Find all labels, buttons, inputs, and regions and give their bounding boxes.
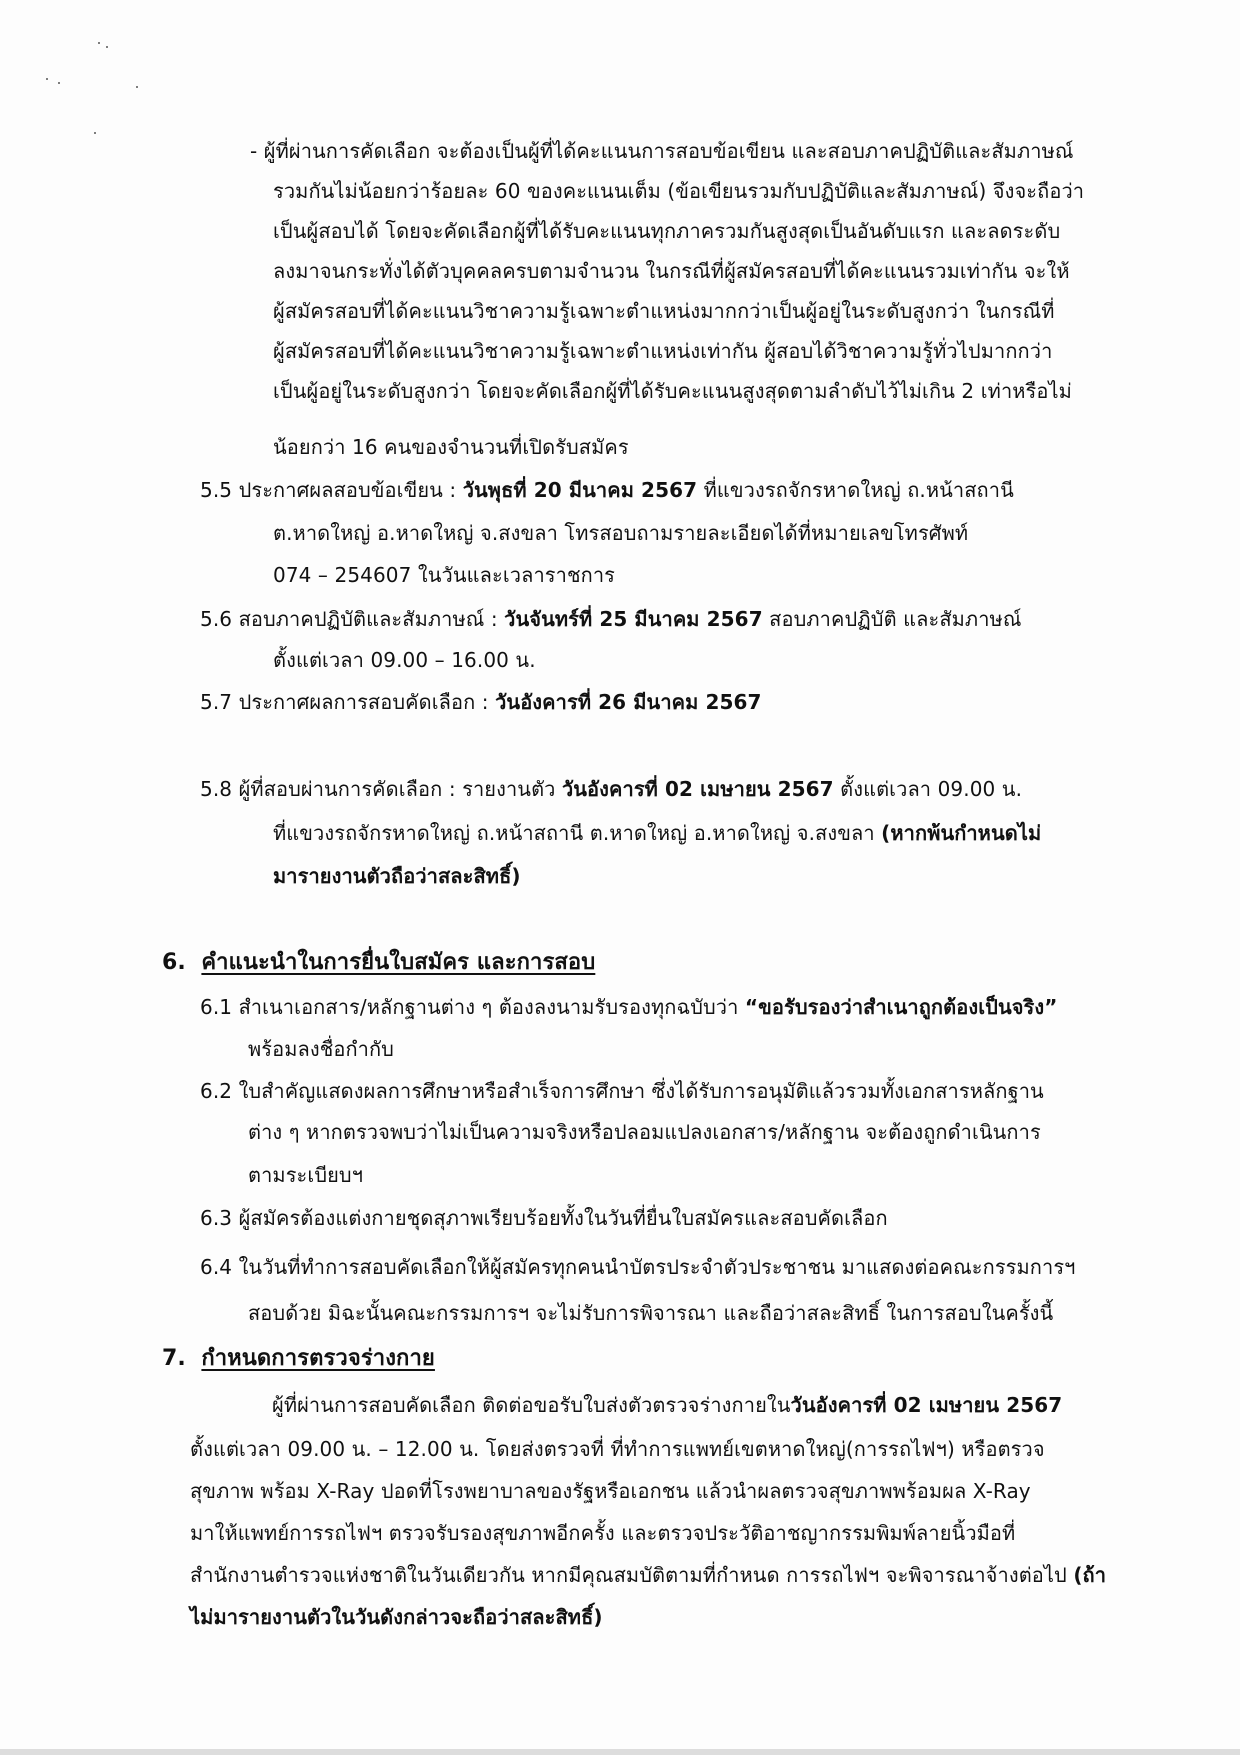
- item-5-5-date: วันพุธที่ 20 มีนาคม 2567: [462, 478, 698, 502]
- item-5-8-line-2: [273, 818, 1041, 848]
- intro-line-1: - ผู้ที่ผ่านการคัดเลือก จะต้องเป็นผู้ที่ได้คะแนนการสอบข้อเขียน และสอบภาคปฏิบัติและสัมภาษณ์: [250, 139, 1074, 163]
- item-5-5-line-3: 074 – 254607 ในวันและเวลาราชการ: [273, 563, 616, 587]
- section-7-text: ผู้ที่ผ่านการสอบคัดเลือก ติดต่อขอรับใบส่งตัวตรวจร่างกายใน: [272, 1393, 791, 1417]
- intro-line-7: เป็นผู้อยู่ในระดับสูงกว่า โดยจะคัดเลือกผู้ที่ได้รับคะแนนสูงสุดตามลำดับไว้ไม่เกิน 2 เท่าหรือไม่: [273, 379, 1072, 403]
- item-5-6-date: วันจันทร์ที่ 25 มีนาคม 2567: [504, 607, 763, 631]
- intro-line-2: รวมกันไม่น้อยกว่าร้อยละ 60 ของคะแนนเต็ม (ข้อเขียนรวมกับปฏิบัติและสัมภาษณ์) จึงจะถือว่า: [273, 179, 1085, 203]
- item-6-2-line-3: ตามระเบียบฯ: [248, 1163, 364, 1187]
- item-5-8-date: วันอังคารที่ 02 เมษายน 2567: [561, 777, 834, 801]
- section-7-line-4: มาให้แพทย์การรถไฟฯ ตรวจรับรองสุขภาพอีกครั้ง และตรวจประวัติอาชญากรรมพิมพ์ลายนิ้วมือที่: [190, 1521, 1016, 1545]
- item-6-3: 6.3 ผู้สมัครต้องแต่งกายชุดสุภาพเรียบร้อยทั้งในวันที่ยื่นใบสมัครและสอบคัดเลือก: [200, 1206, 888, 1230]
- item-5-8-line-3: มารายงานตัวถือว่าสละสิทธิ์): [273, 864, 521, 888]
- item-6-1-text: 6.1 สำเนาเอกสาร/หลักฐานต่าง ๆ ต้องลงนามรับรองทุกฉบับว่า: [200, 995, 745, 1019]
- intro-line-4: ลงมาจนกระทั่งได้ตัวบุคคลครบตามจำนวน ในกรณีที่ผู้สมัครสอบที่ได้คะแนนรวมเท่ากัน จะให้: [273, 259, 1070, 283]
- item-5-5: [200, 475, 1014, 505]
- section-7-line-5: [190, 1560, 1106, 1590]
- section-7-number: 7.: [162, 1346, 186, 1371]
- item-6-1-line-2: พร้อมลงชื่อกำกับ: [248, 1037, 394, 1061]
- item-5-6-label: 5.6 สอบภาคปฏิบัติและสัมภาษณ์ :: [200, 607, 505, 631]
- item-5-8-label: 5.8 ผู้ที่สอบผ่านการคัดเลือก : รายงานตัว: [200, 777, 562, 801]
- intro-line-6: ผู้สมัครสอบที่ได้คะแนนวิชาความรู้เฉพาะตำแหน่งเท่ากัน ผู้สอบได้วิชาความรู้ทั่วไปมากกว่า: [273, 339, 1053, 363]
- item-5-5-line-2: ต.หาดใหญ่ อ.หาดใหญ่ จ.สงขลา โทรสอบถามรายละเอียดได้ที่หมายเลขโทรศัพท์: [273, 521, 969, 545]
- item-5-8-warning: (หากพ้นกำหนดไม่: [881, 821, 1042, 845]
- item-5-5-label: 5.5 ประกาศผลสอบข้อเขียน :: [200, 478, 463, 502]
- item-6-4-line-1: 6.4 ในวันที่ทำการสอบคัดเลือกให้ผู้สมัครทุกคนนำบัตรประจำตัวประชาชน มาแสดงต่อคณะกรรมการฯ: [200, 1255, 1076, 1279]
- item-5-5-place: ที่แขวงรถจักรหาดใหญ่ ถ.หน้าสถานี: [697, 478, 1014, 502]
- section-7-line-2: ตั้งแต่เวลา 09.00 น. – 12.00 น. โดยส่งตรวจที่ ที่ทำการแพทย์เขตหาดใหญ่(การรถไฟฯ) หรือตรวจ: [190, 1437, 1045, 1461]
- item-5-8: [200, 774, 1022, 804]
- intro-line-5: ผู้สมัครสอบที่ได้คะแนนวิชาความรู้เฉพาะตำแหน่งมากกว่าเป็นผู้อยู่ในระดับสูงกว่า ในกรณีที่: [273, 299, 1055, 323]
- item-5-6-detail: สอบภาคปฏิบัติ และสัมภาษณ์: [762, 607, 1022, 631]
- section-7-line-5-warning: (ถ้า: [1073, 1563, 1107, 1587]
- item-5-6-line-2: ตั้งแต่เวลา 09.00 – 16.00 น.: [273, 648, 536, 672]
- section-7-heading: [162, 1344, 435, 1374]
- item-5-8-time: ตั้งแต่เวลา 09.00 น.: [833, 777, 1023, 801]
- section-7-line-6: ไม่มารายงานตัวในวันดังกล่าวจะถือว่าสละสิทธิ์): [190, 1605, 603, 1629]
- scan-bottom-edge: [0, 1749, 1240, 1755]
- section-6-number: 6.: [162, 950, 186, 975]
- section-7-line-1: [272, 1390, 1062, 1420]
- section-6-title: คำแนะนำในการยื่นใบสมัคร และการสอบ: [201, 950, 596, 975]
- item-6-2-line-1: 6.2 ใบสำคัญแสดงผลการศึกษาหรือสำเร็จการศึกษา ซึ่งได้รับการอนุมัติแล้วรวมทั้งเอกสารหลักฐาน: [200, 1079, 1044, 1103]
- item-6-1: [200, 992, 1058, 1022]
- item-5-6: [200, 604, 1021, 634]
- section-7-line-5-text: สำนักงานตำรวจแห่งชาติในวันเดียวกัน หากมีคุณสมบัติตามที่กำหนด การรถไฟฯ จะพิจารณาจ้างต่อไป: [190, 1563, 1074, 1587]
- item-5-7-label: 5.7 ประกาศผลการสอบคัดเลือก :: [200, 690, 496, 714]
- section-7-title: กำหนดการตรวจร่างกาย: [201, 1346, 435, 1371]
- intro-line-8: น้อยกว่า 16 คนของจำนวนที่เปิดรับสมัคร: [273, 435, 629, 459]
- intro-line-3: เป็นผู้สอบได้ โดยจะคัดเลือกผู้ที่ได้รับคะแนนทุกภาครวมกันสูงสุดเป็นอันดับแรก และลดระดับ: [273, 219, 1061, 243]
- section-7-line-3: สุขภาพ พร้อม X-Ray ปอดที่โรงพยาบาลของรัฐหรือเอกชน แล้วนำผลตรวจสุขภาพพร้อมผล X-Ray: [190, 1479, 1031, 1503]
- section-6-heading: [162, 948, 595, 978]
- item-6-4-line-2: สอบด้วย มิฉะนั้นคณะกรรมการฯ จะไม่รับการพิจารณา และถือว่าสละสิทธิ์ ในการสอบในครั้งนี้: [248, 1301, 1054, 1325]
- item-6-2-line-2: ต่าง ๆ หากตรวจพบว่าไม่เป็นความจริงหรือปลอมแปลงเอกสาร/หลักฐาน จะต้องถูกดำเนินการ: [248, 1120, 1041, 1144]
- section-7-date: วันอังคารที่ 02 เมษายน 2567: [790, 1393, 1063, 1417]
- item-5-8-place: ที่แขวงรถจักรหาดใหญ่ ถ.หน้าสถานี ต.หาดใหญ่ อ.หาดใหญ่ จ.สงขลา: [273, 821, 882, 845]
- item-5-7: [200, 687, 762, 717]
- item-6-1-quote: “ขอรับรองว่าสำเนาถูกต้องเป็นจริง”: [744, 995, 1058, 1019]
- item-5-7-date: วันอังคารที่ 26 มีนาคม 2567: [495, 690, 762, 714]
